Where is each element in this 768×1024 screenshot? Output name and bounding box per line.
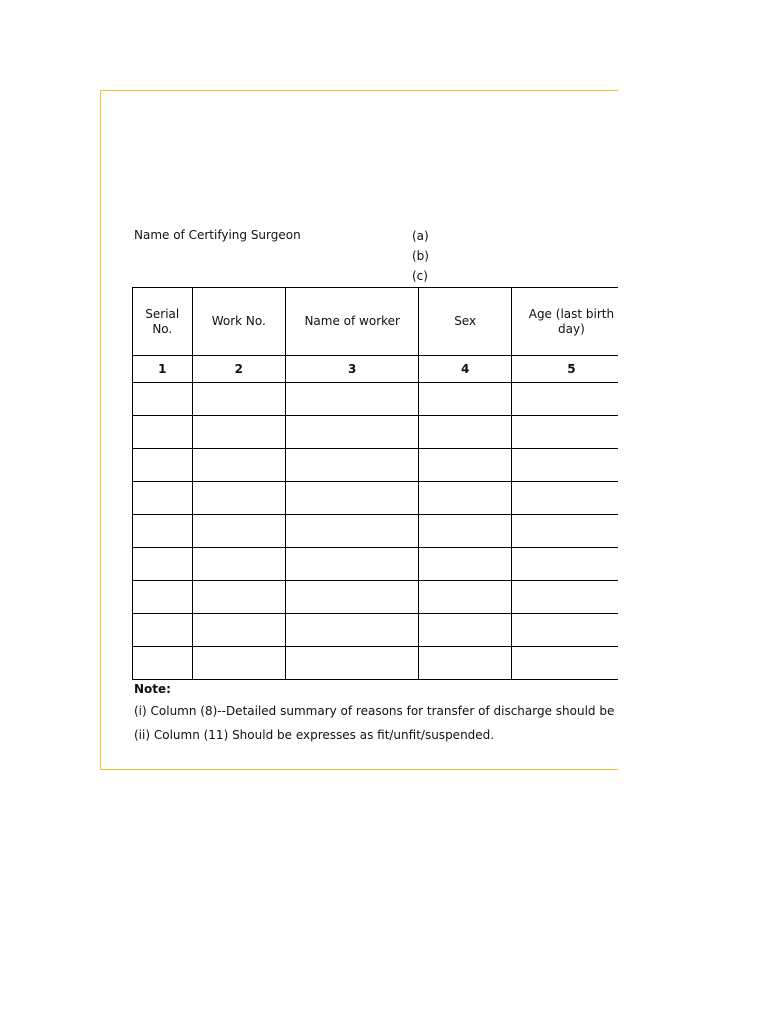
- table-row: [133, 581, 619, 614]
- table-row: [133, 482, 619, 515]
- table-cell: [133, 581, 193, 614]
- table-row: [133, 614, 619, 647]
- table-cell: [192, 383, 285, 416]
- note-title: Note:: [134, 682, 171, 696]
- table-cell: [192, 449, 285, 482]
- table-cell: [192, 614, 285, 647]
- table-cell: [419, 647, 511, 680]
- table-cell: [285, 416, 418, 449]
- table-cell: [192, 515, 285, 548]
- register-table-container: [132, 287, 618, 680]
- table-row: [133, 515, 619, 548]
- table-header-row: [133, 288, 619, 356]
- note-line-2: (ii) Column (11) Should be expresses as fit/unfit/suspended.: [134, 728, 495, 742]
- table-cell: [133, 449, 193, 482]
- header-serial-no: Serial No.: [133, 288, 193, 356]
- note-line-1: (i) Column (8)--Detailed summary of reasons for transfer of discharge should be: [134, 704, 615, 718]
- table-cell: [192, 647, 285, 680]
- table-cell: [419, 614, 511, 647]
- table-row: [133, 647, 619, 680]
- table-cell: [511, 647, 618, 680]
- surgeon-item-c: (c): [412, 269, 428, 283]
- table-cell: [285, 515, 418, 548]
- table-cell: [192, 548, 285, 581]
- table-cell: [511, 449, 618, 482]
- table-cell: [133, 416, 193, 449]
- table-cell: [192, 482, 285, 515]
- table-cell: [285, 548, 418, 581]
- table-cell: [133, 482, 193, 515]
- note-section: [134, 680, 618, 750]
- table-cell: [285, 581, 418, 614]
- table-cell: [419, 482, 511, 515]
- table-cell: [419, 548, 511, 581]
- table-cell: [511, 482, 618, 515]
- column-number: 3: [285, 356, 418, 383]
- table-cell: [511, 416, 618, 449]
- table-cell: [192, 581, 285, 614]
- table-cell: [285, 647, 418, 680]
- table-cell: [419, 449, 511, 482]
- certifying-surgeon-list: [412, 228, 429, 288]
- table-row: [133, 383, 619, 416]
- header-age: Age (last birth day): [511, 288, 618, 356]
- table-cell: [285, 482, 418, 515]
- table-cell: [285, 614, 418, 647]
- table-cell: [419, 383, 511, 416]
- table-cell: [133, 383, 193, 416]
- header-work-no: Work No.: [192, 288, 285, 356]
- table-row: [133, 548, 619, 581]
- column-number: 4: [419, 356, 511, 383]
- table-cell: [192, 416, 285, 449]
- header-sex: Sex: [419, 288, 511, 356]
- table-cell: [419, 581, 511, 614]
- table-row: [133, 449, 619, 482]
- table-cell: [511, 515, 618, 548]
- table-cell: [511, 548, 618, 581]
- table-cell: [511, 581, 618, 614]
- register-table: [132, 287, 618, 680]
- blank-rows: [133, 383, 619, 680]
- certifying-surgeon-label: Name of Certifying Surgeon: [134, 228, 301, 242]
- column-number: 2: [192, 356, 285, 383]
- header-name-of-worker: Name of worker: [285, 288, 418, 356]
- table-row: [133, 416, 619, 449]
- column-number-row: [133, 356, 619, 383]
- table-cell: [133, 614, 193, 647]
- table-cell: [133, 548, 193, 581]
- column-number: 5: [511, 356, 618, 383]
- table-cell: [285, 449, 418, 482]
- table-cell: [133, 647, 193, 680]
- table-cell: [419, 416, 511, 449]
- table-cell: [285, 383, 418, 416]
- table-cell: [511, 383, 618, 416]
- surgeon-item-a: (a): [412, 229, 429, 243]
- table-cell: [133, 515, 193, 548]
- column-number: 1: [133, 356, 193, 383]
- table-cell: [511, 614, 618, 647]
- table-cell: [419, 515, 511, 548]
- surgeon-item-b: (b): [412, 249, 429, 263]
